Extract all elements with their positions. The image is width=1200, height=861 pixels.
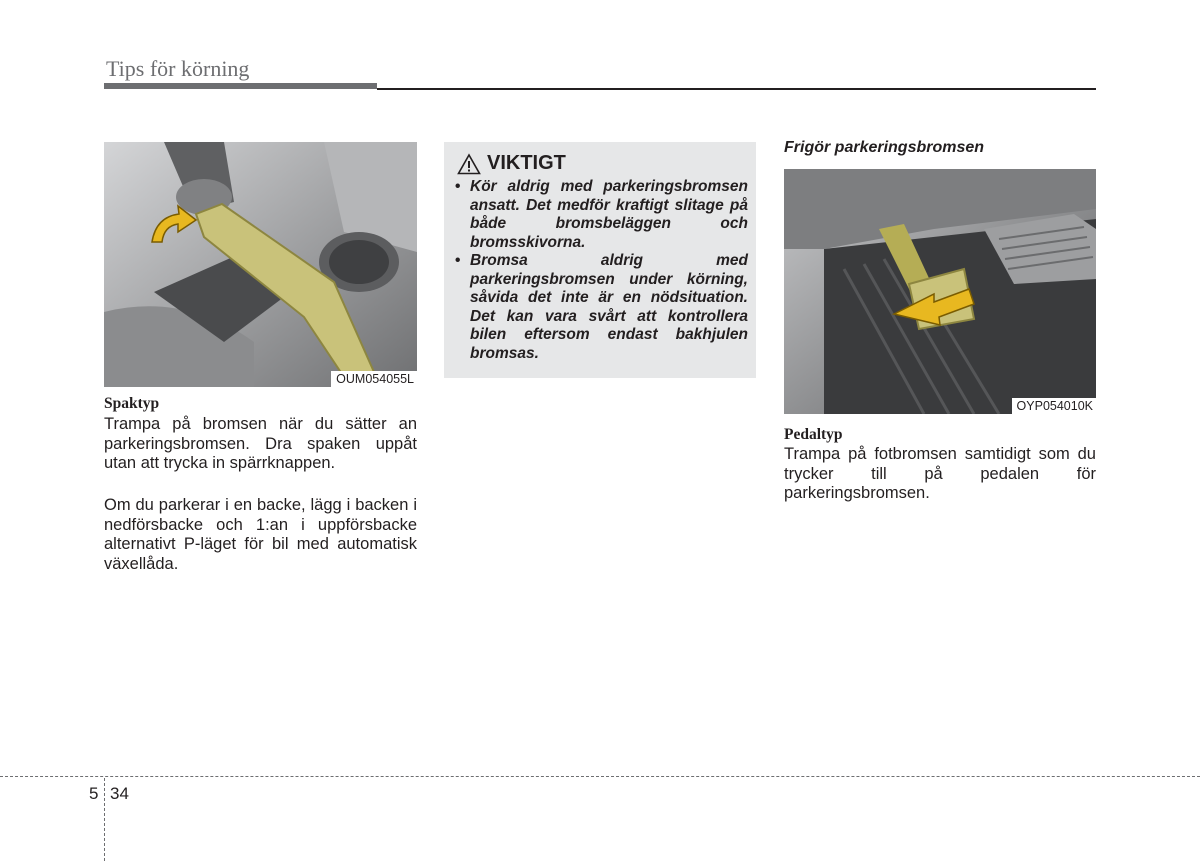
handbrake-lever-photo bbox=[104, 142, 417, 387]
warning-heading bbox=[457, 152, 566, 175]
warning-triangle-icon bbox=[457, 153, 481, 175]
warning-item: • Bromsa aldrig med parkeringsbromsen under körning, såvida det inte är en nödsituation. Det kan vara svårt att kontrollera bilen eftersom endast bakhjulen bromsas. bbox=[454, 252, 748, 363]
header-rule-thick bbox=[104, 83, 377, 89]
footer-divider bbox=[0, 776, 1200, 777]
photo-code: OYP054010K bbox=[1012, 398, 1096, 414]
section-heading-release: Frigör parkeringsbromsen bbox=[784, 139, 985, 156]
paragraph-pedal-instructions: Trampa på fotbromsen samtidigt som du trycker till på pedalen för parkeringsbromsen. bbox=[784, 445, 1096, 502]
footer-vertical-divider bbox=[104, 778, 105, 861]
page-number: 34 bbox=[110, 784, 129, 803]
warning-item: • Kör aldrig med parkeringsbromsen ansatt. Det medför kraftigt slitage på både bromsbeläggen och bromsskivorna. bbox=[454, 178, 748, 252]
parking-pedal-photo bbox=[784, 169, 1096, 414]
warning-label: VIKTIGT bbox=[487, 152, 566, 174]
paragraph-lever-instructions: Trampa på bromsen när du sätter an parkeringsbromsen. Dra spaken uppåt utan att trycka in spärrknappen. bbox=[104, 415, 417, 472]
photo-code: OUM054055L bbox=[331, 371, 417, 387]
subhead-spaktyp: Spaktyp bbox=[104, 395, 160, 412]
chapter-number: 5 bbox=[89, 784, 99, 803]
warning-list bbox=[454, 178, 748, 363]
header-rule-thin bbox=[377, 88, 1096, 90]
paragraph-parking-slope: Om du parkerar i en backe, lägg i backen i nedförsbacke och 1:an i uppförsbacke alternativt P-läget för bil med automatisk växellåda. bbox=[104, 496, 417, 573]
subhead-pedaltyp: Pedaltyp bbox=[784, 426, 843, 443]
page-header-title: Tips för körning bbox=[106, 56, 250, 81]
